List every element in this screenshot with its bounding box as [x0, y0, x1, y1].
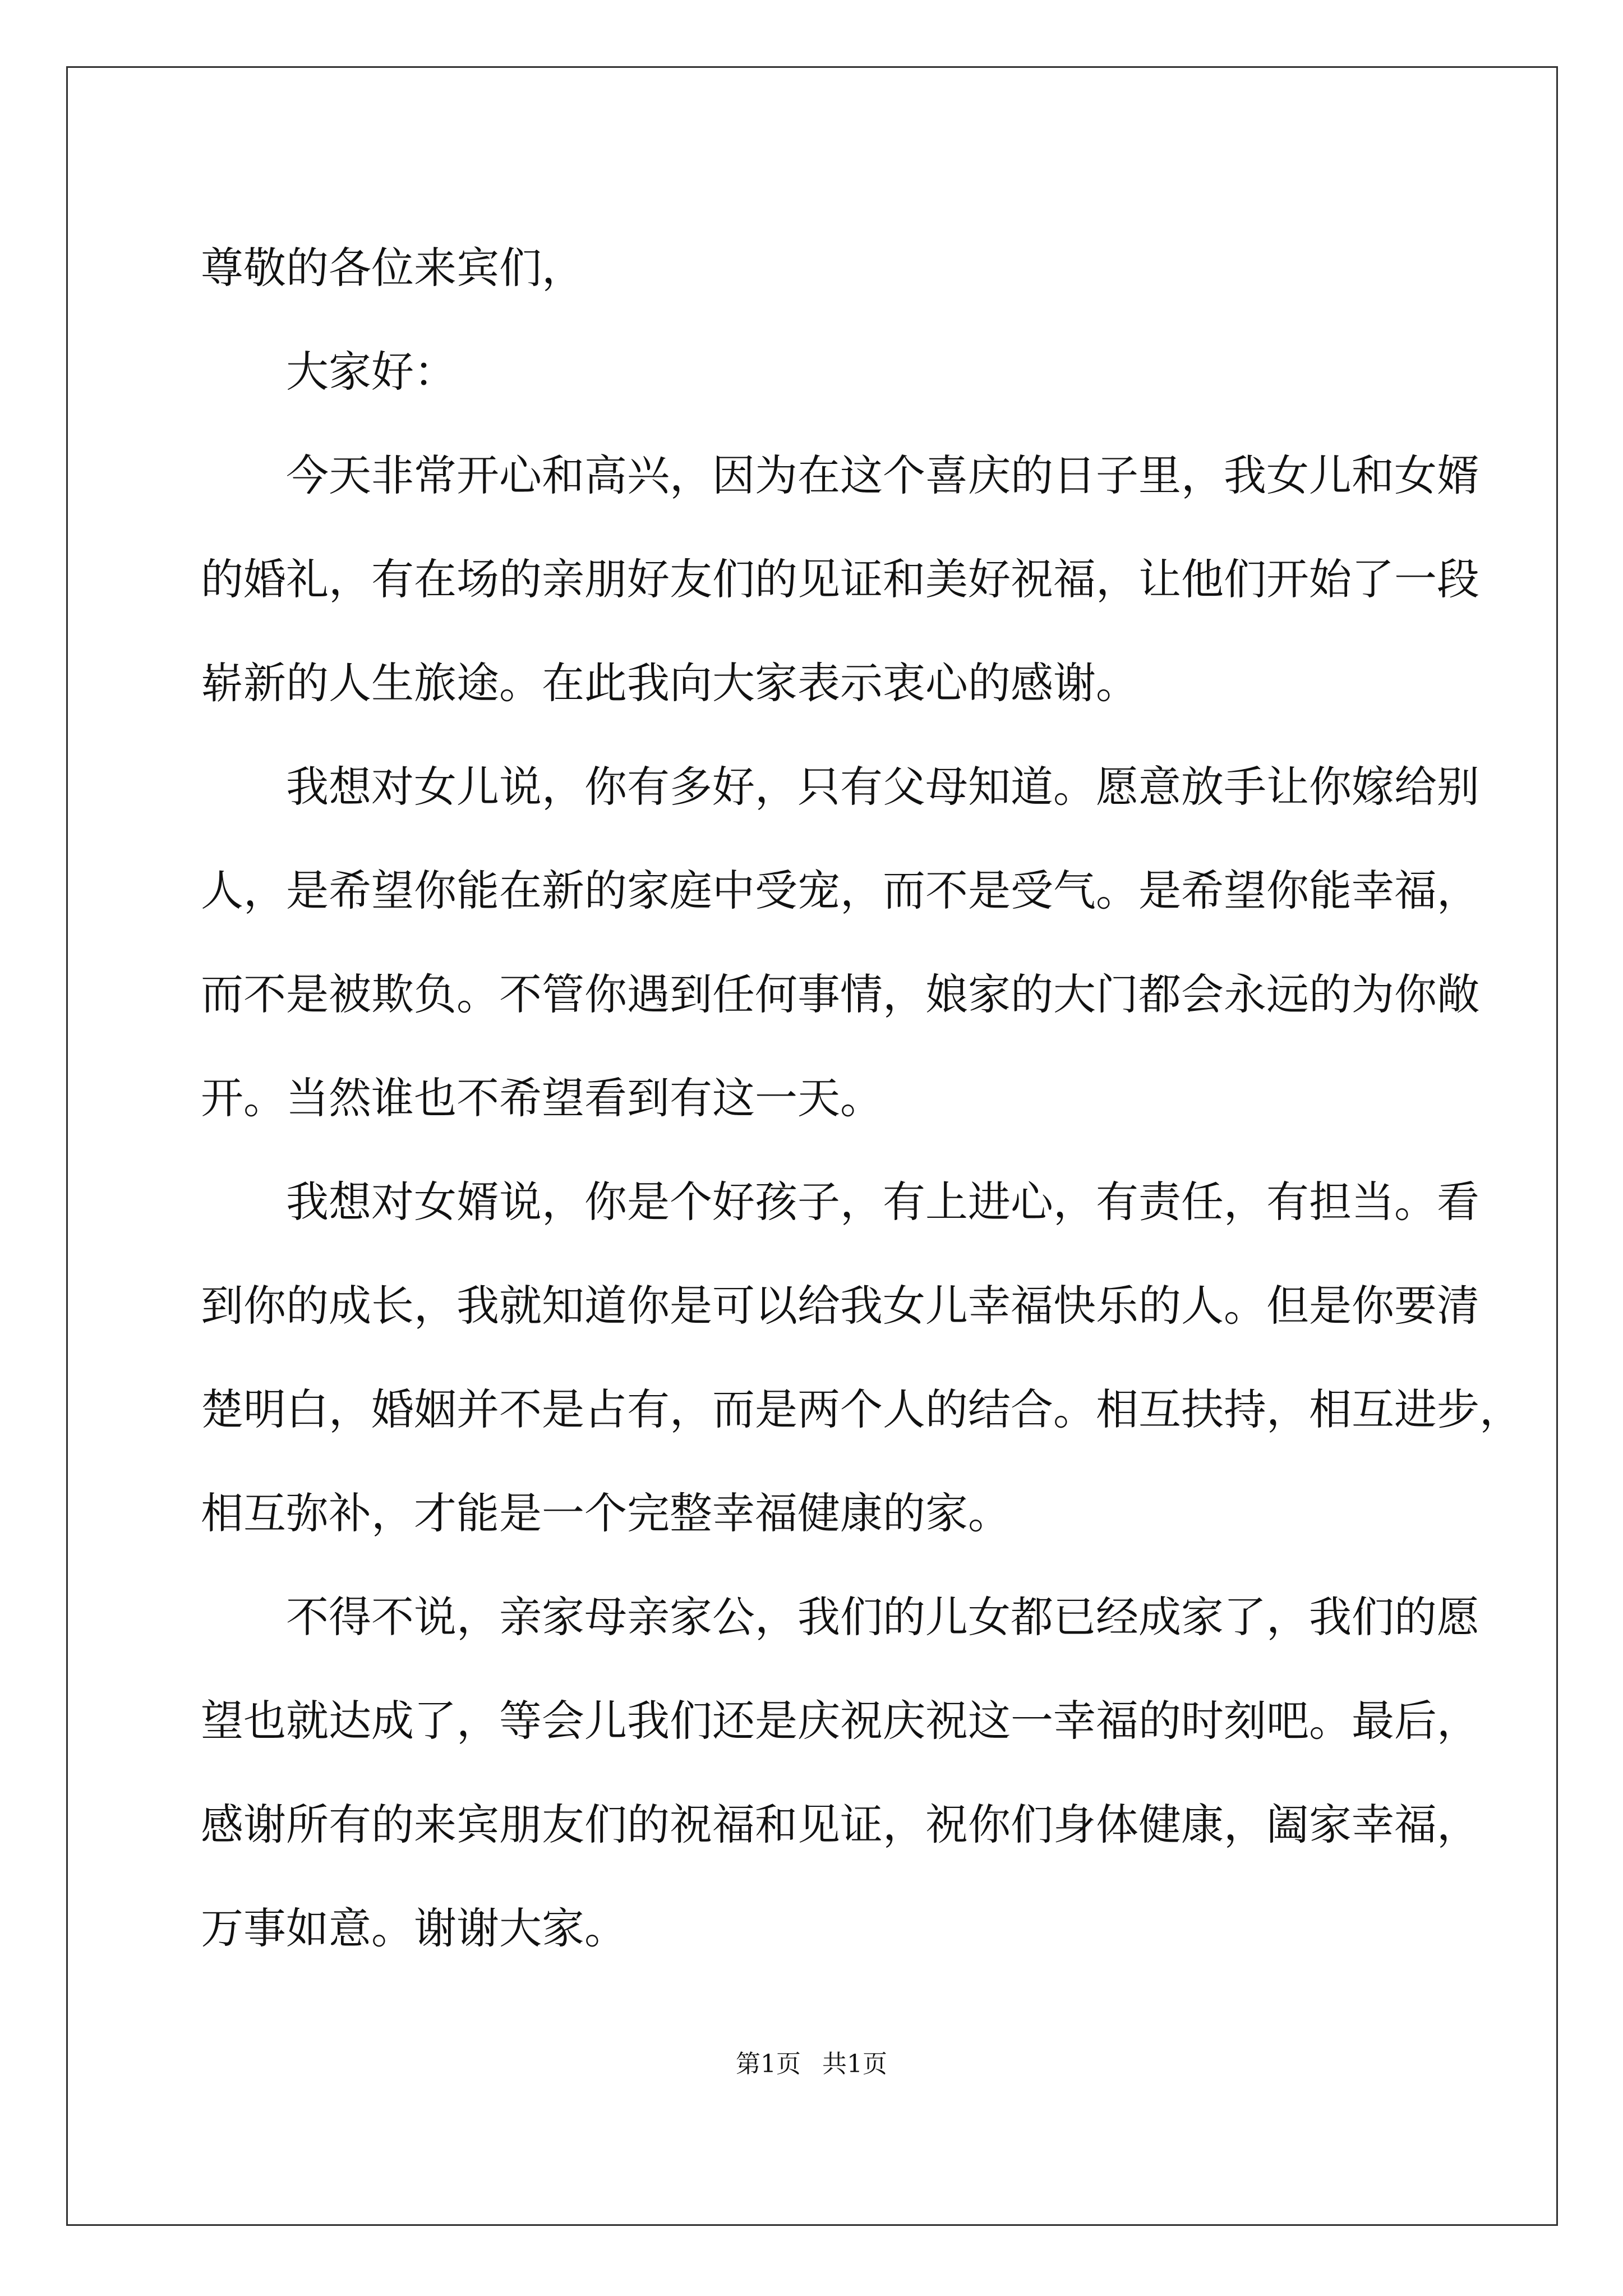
text-line: 崭新的人生旅途。在此我向大家表示衷心的感谢。 [201, 658, 1138, 708]
text-line: 万事如意。谢谢大家。 [201, 1903, 627, 1953]
page-total: 共1页 [822, 2050, 887, 2078]
text-line: 到你的成长，我就知道你是可以给我女儿幸福快乐的人。但是你要清 [201, 1281, 1479, 1331]
paragraph-opening [201, 424, 1479, 735]
text-line: 开。当然谁也不希望看到有这一天。 [201, 1073, 883, 1123]
paragraph-closing [201, 1565, 1479, 1980]
page-number: 第1页 [736, 2050, 801, 2078]
text-line: 感谢所有的来宾朋友们的祝福和见证，祝你们身体健康，阖家幸福， [201, 1800, 1479, 1849]
text-line: 楚明白，婚姻并不是占有，而是两个人的结合。相互扶持，相互进步， [201, 1384, 1522, 1434]
text-line: 尊敬的各位来宾们， [201, 243, 584, 293]
text-line: 人，是希望你能在新的家庭中受宠，而不是受气。是希望你能幸福， [201, 866, 1479, 915]
text-line: 我想对女儿说，你有多好，只有父母知道。愿意放手让你嫁给别 [286, 762, 1479, 812]
paragraph-to-daughter [201, 735, 1479, 1150]
text-line: 的婚礼，有在场的亲朋好友们的见证和美好祝福，让他们开始了一段 [201, 554, 1479, 604]
paragraph-to-son-in-law [201, 1150, 1522, 1565]
text-line: 相互弥补，才能是一个完整幸福健康的家。 [201, 1488, 1011, 1538]
text-line: 我想对女婿说，你是个好孩子，有上进心，有责任，有担当。看 [286, 1177, 1479, 1227]
text-line: 大家好： [286, 347, 457, 397]
salutation [201, 216, 1460, 320]
text-line: 今天非常开心和高兴，因为在这个喜庆的日子里，我女儿和女婿 [286, 450, 1479, 500]
text-line: 望也就达成了，等会儿我们还是庆祝庆祝这一幸福的时刻吧。最后， [201, 1696, 1479, 1746]
text-line: 不得不说，亲家母亲家公，我们的儿女都已经成家了，我们的愿 [286, 1592, 1479, 1642]
text-line: 而不是被欺负。不管你遇到任何事情，娘家的大门都会永远的为你敞 [201, 969, 1479, 1019]
document-body [201, 216, 1522, 1980]
page-footer [0, 2047, 1623, 2081]
greeting [201, 320, 1460, 424]
